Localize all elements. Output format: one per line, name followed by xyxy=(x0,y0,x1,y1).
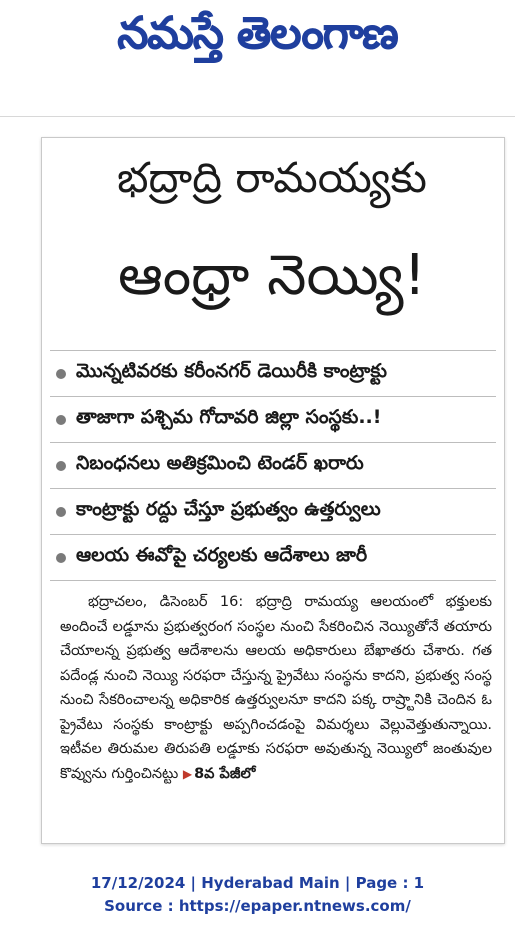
headline-line-1: భద్రాద్రి రామయ్యకు xyxy=(117,153,427,202)
edition-info: 17/12/2024 | Hyderabad Main | Page : 1 xyxy=(90,874,425,892)
bullet-dot-icon xyxy=(56,507,66,517)
bullet-item xyxy=(50,443,496,489)
continued-label: 8వ పేజీలో xyxy=(194,765,256,782)
bullet-dot-icon xyxy=(56,461,66,471)
bullet-item xyxy=(50,535,496,581)
bullet-item xyxy=(50,350,496,397)
bullet-text: నిబంధనలు అతిక్రమించి టెండర్ ఖరారు xyxy=(76,452,364,474)
headline-line-2: ఆంధ్రా నెయ్యి! xyxy=(118,243,426,308)
masthead-logo xyxy=(0,0,515,78)
bullet-list xyxy=(50,350,496,581)
bullet-dot-icon xyxy=(56,415,66,425)
bullet-dot-icon xyxy=(56,553,66,563)
bullet-item xyxy=(50,489,496,535)
bullet-text: మొన్నటివరకు కరీంనగర్ డెయిరీకి కాంట్రాక్టు xyxy=(76,360,387,382)
bullet-text: కాంట్రాక్టు రద్దు చేస్తూ ప్రభుత్వం ఉత్తర్వులు xyxy=(76,498,381,520)
bullet-text: ఆలయ ఈవోపై చర్యలకు ఆదేశాలు జారీ xyxy=(76,544,368,566)
bullet-dot-icon xyxy=(56,369,66,379)
arrow-icon: ▶ xyxy=(182,766,193,781)
header-divider xyxy=(0,116,515,117)
masthead-name: నమస్తే తెలంగాణ xyxy=(117,8,398,59)
article-text: భద్రాచలం, డిసెంబర్ 16: భద్రాద్రి రామయ్య ఆలయంలో భక్తులకు అందించే లడ్డూను ప్రభుత్వరంగ సంస్థల నుంచి సేకరించిన నెయ్యితోనే తయారు చేయాలన్న ప్రభుత్వ ఆదేశాలను ఆలయ అధికారులు బేఖాతరు చేశారు. గత పదేండ్ల నుంచి నెయ్యి సరఫరా చేస్తున్న ప్రైవేటు సంస్థను కాదని, ప్రభుత్వ సంస్థ నుంచి సేకరించాలన్న అధికారిక ఉత్తర్వులనూ కాదని పక్క రాష్ర్టానికి చెందిన ఓ ప్రైవేటు సంస్థకు కాంట్రాక్టు అప్పగించడంపై విమర్శలు వెల్లువెత్తుతున్నాయి. ఇటీవల తిరుమల తిరుపతి లడ్డూకు సరఫరా అవుతున్న నెయ్యిలో జంతువుల కొవ్వును గుర్తించినట్టు xyxy=(60,594,492,782)
bullet-text: తాజాగా పశ్చిమ గోదావరి జిల్లా సంస్థకు..! xyxy=(76,406,382,428)
continued-on-page[interactable] xyxy=(183,766,256,782)
source-link[interactable]: Source : https://epaper.ntnews.com/ xyxy=(104,897,411,915)
article-body xyxy=(60,590,492,786)
bullet-item xyxy=(50,397,496,443)
